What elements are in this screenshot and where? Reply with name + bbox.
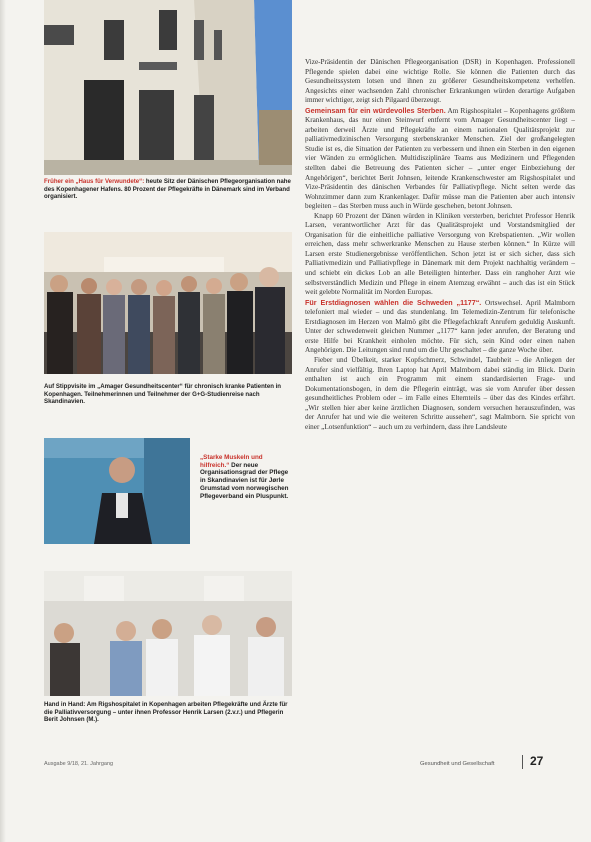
caption-building-text: heute Sitz der Dänischen Pflegeorganisation nahe des Kopenhagener Hafens. 80 Prozent der Pflegekräfte in Dänemark sind im Verband organisiert. xyxy=(44,178,291,201)
quote-speaker-text: Der neue Organisationsgrad der Pflege in Skandinavien ist für Jørle Grumstad vom norwegischen Pflegeverband ein Pluspunkt. xyxy=(200,461,289,500)
caption-building xyxy=(44,178,294,201)
photo-building xyxy=(44,0,292,175)
article-paragraph-4: Ortswechsel. April Malmborn telefoniert mal wieder – und das stundenlang. Im Telemedizin-Zentrum für telefonische Erstdiagnosen im Herzen von Malmö gibt die Pflegefachkraft Anrufern geduldig Auskunft. Unter der schwedenweit gleichen Nummer „1177“ kann jeder anrufen, der Beratung und erste Hilfe bei Krankheit einholen möchte. Für sich, sein Kind oder einen nahen Angehörigen. Die Leitungen sind rund um die Uhr geschaltet – die ganze Woche über. xyxy=(305,298,575,355)
issue-info: Ausgabe 9/18, 21. Jahrgang xyxy=(44,761,114,767)
article-paragraph-2: Am Rigshospitalet – Kopenhagens größtem Krankenhaus, das nur einen Steinwurf entfernt vom Amager Gesundheitscenter liegt – arbeiten derweil Ärzte und Pflegekräfte an einem nationalen Qualitätsprojekt zur palliativmedizinischen Versorgung sterbenskranker Menschen. Ziel der großangelegten Studie ist es, die Situation der Patienten zu verbessern und ihnen ein Sterben in den eigenen vier Wänden zu ermöglichen. Multidisziplinäre Teams aus Medizinern und Pflegenden stellten dabei die Betreuung des Patienten sicher – „unter enger Einbeziehung der Angehörigen“, berichtet Berit Johnsen, leitende Krankenschwester am Rigshospitalet und Vize-Präsidentin des dänischen Verbandes für Palliativpflege. Nicht selten werde das Wohnzimmer dann zum Krankenlager. Dafür müsse man die Patienten aber auch intensiv begleiten – das Sterben muss auch in Würde geschehen, betont Johnsen. xyxy=(305,106,575,211)
magazine-name: Gesundheit und Gesellschaft xyxy=(420,761,495,767)
page-number: 27 xyxy=(530,754,544,768)
quote-speaker xyxy=(200,454,292,500)
article-column xyxy=(305,58,575,432)
subheading-palliative: Gemeinsam für ein würdevolles Sterben. xyxy=(305,105,446,115)
photo-hospital-staff xyxy=(44,571,292,696)
caption-building-lead: Früher ein „Haus für Verwundete“: xyxy=(44,178,145,185)
article-paragraph-5: Fieber und Übelkeit, starker Kopfschmerz, Schwindel, Taubheit – die Anliegen der Anrufer sind vielfältig. Ihren Laptop hat April Malmborn dabei ständig im Blick. Darin enthalten ist auch ein Programm mit einem standardisierten Frage- und Dokumentationsbogen, in dem die Pflegerin einträgt, was sie vom Anrufer über dessen gesundheitliches Problem oder – im Falle eines Elternteils – über das des Kindes erfährt. „Wir stellen hier aber keine ärztlichen Diagnosen, sondern versuchen herauszufinden, was der Anrufer hat und wie die weiteren Schritte aussehen“, sagt Malmborn. Sie spricht von einer „Lotsenfunktion“ – auch um zu verhindern, dass ihre Landsleute xyxy=(305,355,575,431)
photo-group-visit xyxy=(44,232,292,374)
caption-group-visit xyxy=(44,383,292,406)
quote-speaker-lead: „Starke Muskeln und hilfreich.“ xyxy=(200,454,263,469)
subheading-1177: Für Erstdiagnosen wählen die Schweden „1177“. xyxy=(305,297,482,307)
page-edge-shadow xyxy=(0,0,6,842)
caption-hospital-staff xyxy=(44,701,292,724)
article-paragraph-1: Vize-Präsidentin der Dänischen Pflegeorganisation (DSR) in Kopenhagen. Professionell Pflegende spielen dabei eine wichtige Rolle. Sie können die Patienten durch das Gesundheitssystem lotsen und ihnen zu größerer Gesundheitskompetenz verhelfen. Angesichts einer wachsenden Zahl chronischer Erkrankungen würden derartige Aufgaben immer wichtiger, zeigt sich Pilgaard überzeugt. xyxy=(305,58,575,105)
article-paragraph-3: Knapp 60 Prozent der Dänen würden in Kliniken versterben, berichtet Professor Henrik Larsen, verantwortlicher Arzt für das Qualitätsprojekt und Vorstandsmitglied der Organisation für die einheitliche palliative Versorgung von Krebspatienten. „Wir wollen erreichen, dass mehr schwerkranke Menschen zu Hause sterben können.“ In Kürze will Larsen erste Studienergebnisse veröffentlichen. Schon jetzt ist er sich sicher, dass sich Palliativmedizin und Palliativpflege in Dänemark mit dem Projekt nachhaltig verändern – und schiebt ein dickes Lob an alle Beteiligten hinterher. Dass ein ranghoher Arzt wie selbstverständlich Medizin und Pflege in einem Atemzug erwähnt – auch das ist ein Stück weit gelebte Normalität im Norden Europas. xyxy=(305,211,575,297)
footer-divider xyxy=(522,755,523,769)
photo-speaker xyxy=(44,438,190,544)
caption-hospital-staff-text: Hand in Hand: Am Rigshospitalet in Kopenhagen arbeiten Pflegekräfte und Ärzte für die Palliativversorgung – unter ihnen Professor Henrik Larsen (2.v.r.) und Pflegerin Berit Johnsen (M.). xyxy=(44,701,288,724)
caption-group-visit-text: Auf Stippvisite im „Amager Gesundheitscenter“ für chronisch kranke Patienten in Kopenhagen. Teilnehmerinnen und Teilnehmer der G+G-Studienreise nach Skandinavien. xyxy=(44,383,282,406)
